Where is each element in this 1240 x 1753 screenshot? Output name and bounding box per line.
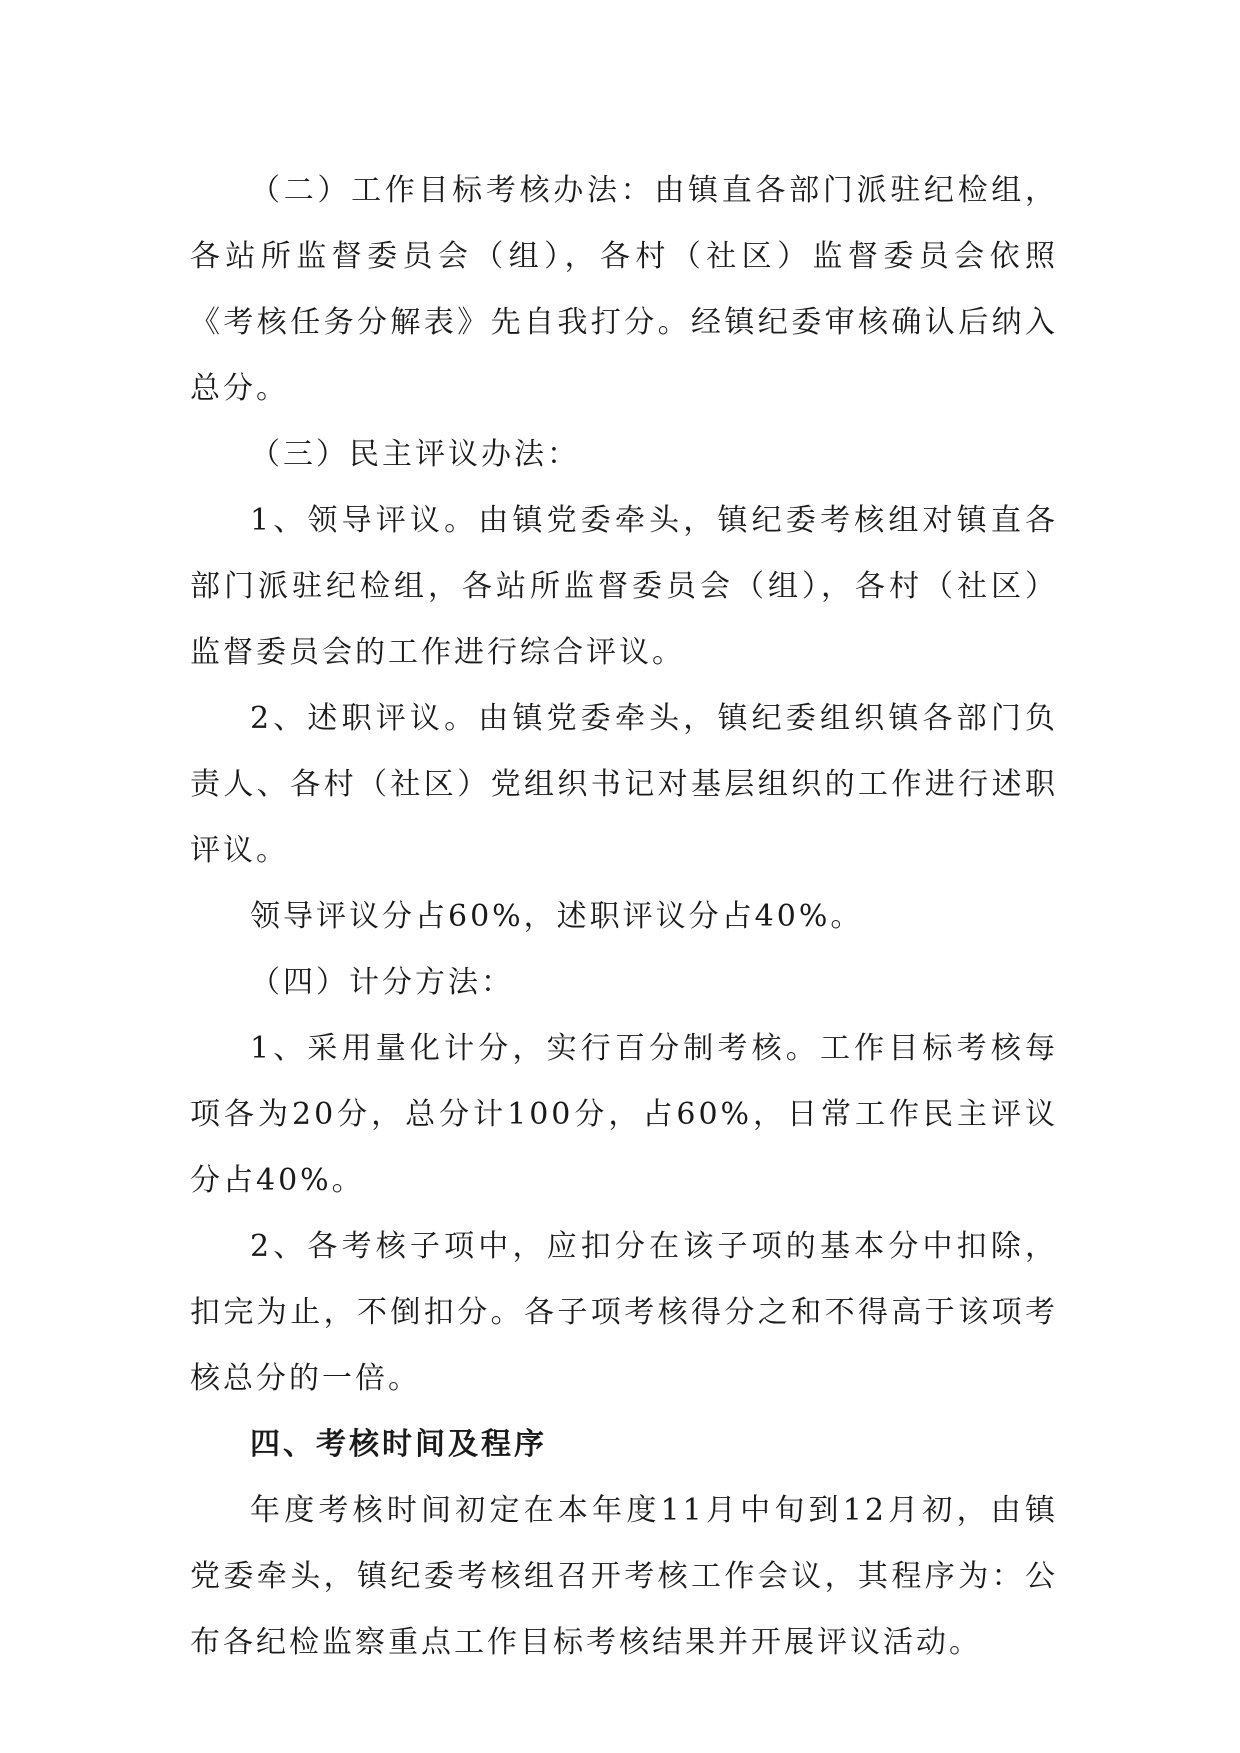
paragraph-scoring-rule-1: 1、采用量化计分，实行百分制考核。工作目标考核每项各为20分，总分计100分，占60%，日常工作民主评议分占40%。 (190, 1031, 1058, 1198)
paragraph-scoring-rule-2: 2、各考核子项中，应扣分在该子项的基本分中扣除，扣完为止，不倒扣分。各子项考核得分之和不得高于该项考核总分的一倍。 (190, 1229, 1058, 1396)
paragraph-scoring-method-title: （四）计分方法： (250, 965, 514, 1000)
section-heading-schedule: 四、考核时间及程序 (250, 1427, 547, 1462)
paragraph-leadership-review: 1、领导评议。由镇党委牵头，镇纪委考核组对镇直各部门派驻纪检组，各站所监督委员会（组），各村（社区）监督委员会的工作进行综合评议。 (190, 503, 1058, 670)
paragraph-duty-report-review: 2、述职评议。由镇党委牵头，镇纪委组织镇各部门负责人、各村（社区）党组织书记对基层组织的工作进行述职评议。 (190, 701, 1058, 868)
document-body (190, 158, 1058, 1676)
paragraph-schedule-body: 年度考核时间初定在本年度11月中旬到12月初，由镇党委牵头，镇纪委考核组召开考核工作会议，其程序为：公布各纪检监察重点工作目标考核结果并开展评议活动。 (190, 1493, 1058, 1660)
paragraph-review-weights: 领导评议分占60%，述职评议分占40%。 (250, 899, 864, 934)
paragraph-assessment-method: （二）工作目标考核办法：由镇直各部门派驻纪检组，各站所监督委员会（组），各村（社区）监督委员会依照《考核任务分解表》先自我打分。经镇纪委审核确认后纳入总分。 (190, 173, 1058, 406)
paragraph-democratic-review-title: （三）民主评议办法： (250, 437, 580, 472)
